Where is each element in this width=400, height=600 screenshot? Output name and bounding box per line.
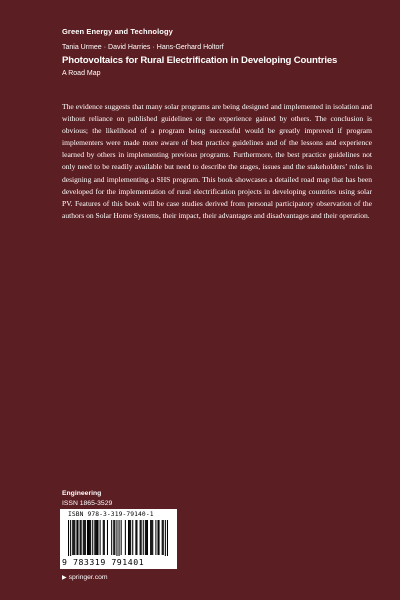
barcode-bar [77, 520, 78, 555]
author-name: David Harries [108, 44, 151, 51]
barcode-bar [95, 520, 96, 555]
barcode-bar [125, 520, 126, 555]
barcode-bar [87, 520, 88, 555]
barcode-bar [162, 520, 163, 555]
barcode-bar [113, 520, 114, 555]
barcode-bar [157, 520, 158, 555]
publisher-link-text: springer.com [68, 574, 108, 581]
barcode-bar [100, 520, 101, 555]
subject-category: Engineering [62, 490, 102, 497]
book-subtitle: A Road Map [62, 70, 101, 77]
barcode-bar [132, 520, 133, 555]
barcode-bar [136, 520, 137, 555]
author-list [62, 44, 224, 51]
barcode-bar [165, 520, 166, 556]
author-separator: · [152, 44, 155, 51]
barcode-bar [114, 520, 115, 555]
barcode-bar [116, 520, 117, 556]
barcode-bar [145, 520, 146, 555]
issn-number: ISSN 1865-3529 [62, 500, 113, 507]
barcode-bar [73, 520, 74, 555]
arrow-right-icon: ▶ [62, 575, 67, 581]
barcode-bar [129, 520, 130, 555]
barcode-bar [88, 520, 89, 555]
barcode-bar [107, 520, 108, 555]
barcode-bar [155, 520, 156, 555]
barcode-bar [89, 520, 90, 555]
barcode-bar [72, 520, 73, 555]
barcode-bar [130, 520, 131, 555]
barcode-bar [96, 520, 97, 555]
publisher-link[interactable] [62, 574, 108, 581]
barcode-bar [119, 520, 120, 556]
barcode-digits: 9 783319 791401 [62, 557, 145, 567]
author-name: Hans-Gerhard Holtorf [156, 44, 224, 51]
barcode-bar [163, 520, 164, 555]
barcode-bar [159, 520, 160, 555]
barcode-bar [146, 520, 147, 555]
book-description: The evidence suggests that many solar programs are being designed and implemented in isolation and without reliance on published guidelines or the experience gained by others. The conclusion is obvious; the likelihood of a program being successful would be greatly improved if program implementers were made more aware of best practice guidelines and of the lessons and experience learned by others in implementing previous programs. Furthermore, the best practice guidelines not only need to be readily available but need to describe the stages, issues and the stakeholders’ roles in designing and implementing a SHS program. This book showcases a detailed road map that has been developed for the implementation of rural electrification projects in developing countries using solar PV. Features of this book will be case studies derived from personal participatory observation of the authors on Solar Home Systems, their impact, their advantages and disadvantages and their operation. [62, 102, 372, 220]
author-separator: · [103, 44, 107, 51]
author-name: Tania Urmee [62, 44, 102, 51]
isbn-label: ISBN 978-3-319-79140-1 [68, 511, 154, 518]
barcode-bar [150, 520, 151, 555]
barcode-bar [92, 520, 93, 555]
barcode-bar [135, 520, 136, 555]
barcode-bar [68, 520, 69, 556]
barcode-bar [83, 520, 84, 555]
barcode-image [68, 520, 168, 556]
barcode-bar [97, 520, 98, 555]
barcode-bar [140, 520, 141, 555]
barcode-bar [80, 520, 81, 555]
barcode-bar [167, 520, 168, 556]
barcode-bar [152, 520, 153, 555]
barcode-bar [70, 520, 71, 556]
barcode-bar [94, 520, 95, 555]
barcode-bar [81, 520, 82, 555]
barcode-bar [90, 520, 91, 555]
barcode-bar [104, 520, 105, 555]
barcode-bar [151, 520, 152, 555]
book-title: Photovoltaics for Rural Electrification in Developing Countries [62, 55, 338, 66]
barcode-bar [103, 520, 104, 555]
barcode-bar [85, 520, 86, 555]
barcode-bar [76, 520, 77, 555]
barcode-bar [111, 520, 112, 555]
barcode-bar [143, 520, 144, 555]
barcode-bar [121, 520, 122, 555]
series-name: Green Energy and Technology [62, 27, 173, 36]
barcode-bar [128, 520, 129, 555]
barcode-panel [60, 509, 177, 569]
barcode-bar [74, 520, 75, 555]
barcode-bar [141, 520, 142, 555]
barcode-bar [84, 520, 85, 555]
barcode-bar [147, 520, 148, 555]
